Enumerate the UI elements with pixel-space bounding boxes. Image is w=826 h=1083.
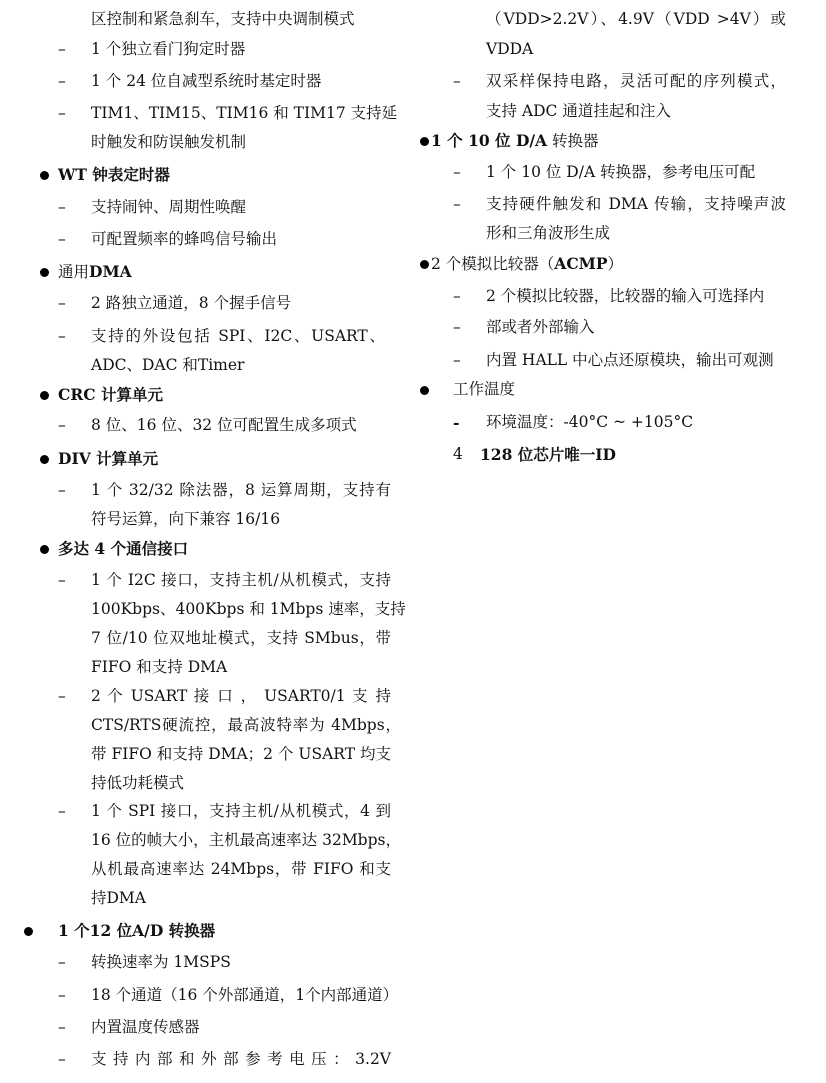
dash-marker: – xyxy=(58,198,66,216)
list-item-continuation: 带 FIFO 和支持 DMA；2 个 USART 均支 xyxy=(91,745,391,763)
text-line: （VDD>2.2V）、4.9V（VDD >4V）或 xyxy=(486,10,786,28)
bullet-icon xyxy=(420,386,429,395)
dash-marker: – xyxy=(58,687,66,705)
list-item: TIM1、TIM15、TIM16 和 TIM17 支持延 xyxy=(91,104,398,122)
bullet-icon xyxy=(40,171,49,180)
list-item: 支 持 内 部 和 外 部 参 考 电 压 ： 3.2V xyxy=(91,1050,391,1068)
dash-marker: – xyxy=(58,416,66,434)
bullet-icon xyxy=(40,545,49,554)
list-item: 部或者外部输入 xyxy=(486,318,595,336)
dash-marker: – xyxy=(58,230,66,248)
heading-text-bold: CRC xyxy=(58,385,96,404)
list-item: 可配置频率的蜂鸣信号输出 xyxy=(91,230,278,248)
list-item-continuation: 持DMA xyxy=(91,889,146,907)
bullet-icon xyxy=(40,455,49,464)
list-item: 8 位、16 位、32 位可配置生成多项式 xyxy=(91,416,357,434)
bullet-icon xyxy=(420,137,429,146)
bullet-icon xyxy=(40,268,49,277)
dash-marker: – xyxy=(58,1050,66,1068)
section-heading-comm: 多达 4 个通信接口 xyxy=(58,539,189,558)
section-heading-acmp xyxy=(431,256,623,273)
list-item: 1 个 I2C 接口，支持主机/从机模式，支持 xyxy=(91,571,391,589)
dash-marker: – xyxy=(58,953,66,971)
dash-marker: – xyxy=(58,104,66,122)
text-line: VDDA xyxy=(486,40,534,58)
list-item-continuation: 持低功耗模式 xyxy=(91,774,185,792)
section-number: 4 xyxy=(453,445,463,463)
dash-marker: – xyxy=(453,318,461,336)
list-item: 内置 HALL 中心点还原模块，输出可观测 xyxy=(486,351,774,369)
list-item: 双采样保持电路，灵活可配的序列模式， xyxy=(486,72,786,90)
section-heading-div xyxy=(58,451,158,468)
dash-marker: – xyxy=(58,986,66,1004)
dash-marker: – xyxy=(58,72,66,90)
dash-marker: – xyxy=(453,195,461,213)
dash-marker: – xyxy=(58,571,66,589)
section-heading-temp: 工作温度 xyxy=(453,380,516,398)
list-item: 支持闹钟、周期性唤醒 xyxy=(91,198,247,216)
list-item: 18 个通道（16 个外部通道，1个内部通道） xyxy=(91,986,399,1004)
heading-text-bold: ACMP xyxy=(554,254,608,273)
bullet-icon xyxy=(40,391,49,400)
list-item-continuation: 时触发和防误触发机制 xyxy=(91,133,247,151)
list-item: 2 个 USART 接 口 ， USART0/1 支 持 xyxy=(91,687,391,705)
heading-text: 通用 xyxy=(58,263,90,281)
list-item: 转换速率为 1MSPS xyxy=(91,953,231,971)
heading-text: ） xyxy=(607,255,623,273)
dash-marker: – xyxy=(58,40,66,58)
dash-marker: – xyxy=(453,163,461,181)
dash-marker: – xyxy=(58,481,66,499)
list-item: 2 个模拟比较器，比较器的输入可选择内 xyxy=(486,287,765,305)
bullet-icon xyxy=(420,260,429,269)
dash-marker: – xyxy=(453,287,461,305)
list-item-continuation: ADC、DAC 和Timer xyxy=(91,356,245,374)
dash-marker: – xyxy=(453,72,461,90)
list-item-continuation: 符号运算，向下兼容 16/16 xyxy=(91,510,281,528)
section-heading-dma xyxy=(58,264,132,281)
list-item: 1 个 24 位自减型系统时基定时器 xyxy=(91,72,322,90)
heading-text-bold: DIV xyxy=(58,449,91,468)
section-heading-uid: 128 位芯片唯一ID xyxy=(480,445,616,464)
dash-marker: – xyxy=(58,294,66,312)
list-item: 2 路独立通道，8 个握手信号 xyxy=(91,294,292,312)
list-item-continuation: 100Kbps、400Kbps 和 1Mbps 速率，支持 xyxy=(91,600,406,618)
list-item: 环境温度：-40°C ~ +105°C xyxy=(486,413,694,431)
list-item-continuation: FIFO 和支持 DMA xyxy=(91,658,228,676)
list-item: 支持硬件触发和 DMA 传输，支持噪声波 xyxy=(486,195,786,213)
list-item: 支持的外设包括 SPI、I2C、USART、 xyxy=(91,327,385,345)
heading-text-bold: D/A xyxy=(515,131,548,150)
section-heading-dac xyxy=(431,133,599,150)
list-item: 1 个 SPI 接口，支持主机/从机模式，4 到 xyxy=(91,802,391,820)
dash-marker: – xyxy=(453,351,461,369)
heading-text-bold: DMA xyxy=(89,262,132,281)
list-item: 1 个独立看门狗定时器 xyxy=(91,40,246,58)
heading-text: 计算单元 xyxy=(90,449,159,468)
heading-text: 2 个模拟比较器（ xyxy=(431,255,555,273)
list-item: 内置温度传感器 xyxy=(91,1018,200,1036)
section-heading-adc: 1 个12 位A/D 转换器 xyxy=(58,921,216,940)
list-item-continuation: 7 位/10 位双地址模式，支持 SMbus，带 xyxy=(91,629,391,647)
list-item: 1 个 10 位 D/A 转换器，参考电压可配 xyxy=(486,163,756,181)
list-item-continuation: 支持 ADC 通道挂起和注入 xyxy=(486,102,671,120)
dash-marker: - xyxy=(453,413,460,432)
list-item-continuation: 形和三角波形生成 xyxy=(486,224,611,242)
heading-text: 计算单元 xyxy=(95,385,163,404)
list-item-continuation: CTS/RTS硬流控，最高波特率为 4Mbps， xyxy=(91,716,401,734)
text-line: 区控制和紧急刹车，支持中央调制模式 xyxy=(91,10,355,28)
dash-marker: – xyxy=(58,802,66,820)
section-heading-wt: WT 钟表定时器 xyxy=(58,165,170,184)
list-item: 1 个 32/32 除法器，8 运算周期，支持有 xyxy=(91,481,391,499)
heading-text: 转换器 xyxy=(547,132,599,150)
heading-text: 1 个 10 位 xyxy=(431,131,516,150)
bullet-icon xyxy=(24,927,33,936)
section-heading-crc xyxy=(58,387,163,404)
dash-marker: – xyxy=(58,327,66,345)
list-item-continuation: 从机最高速率达 24Mbps，带 FIFO 和支 xyxy=(91,860,391,878)
list-item-continuation: 16 位的帧大小，主机最高速率达 32Mbps， xyxy=(91,831,401,849)
dash-marker: – xyxy=(58,1018,66,1036)
